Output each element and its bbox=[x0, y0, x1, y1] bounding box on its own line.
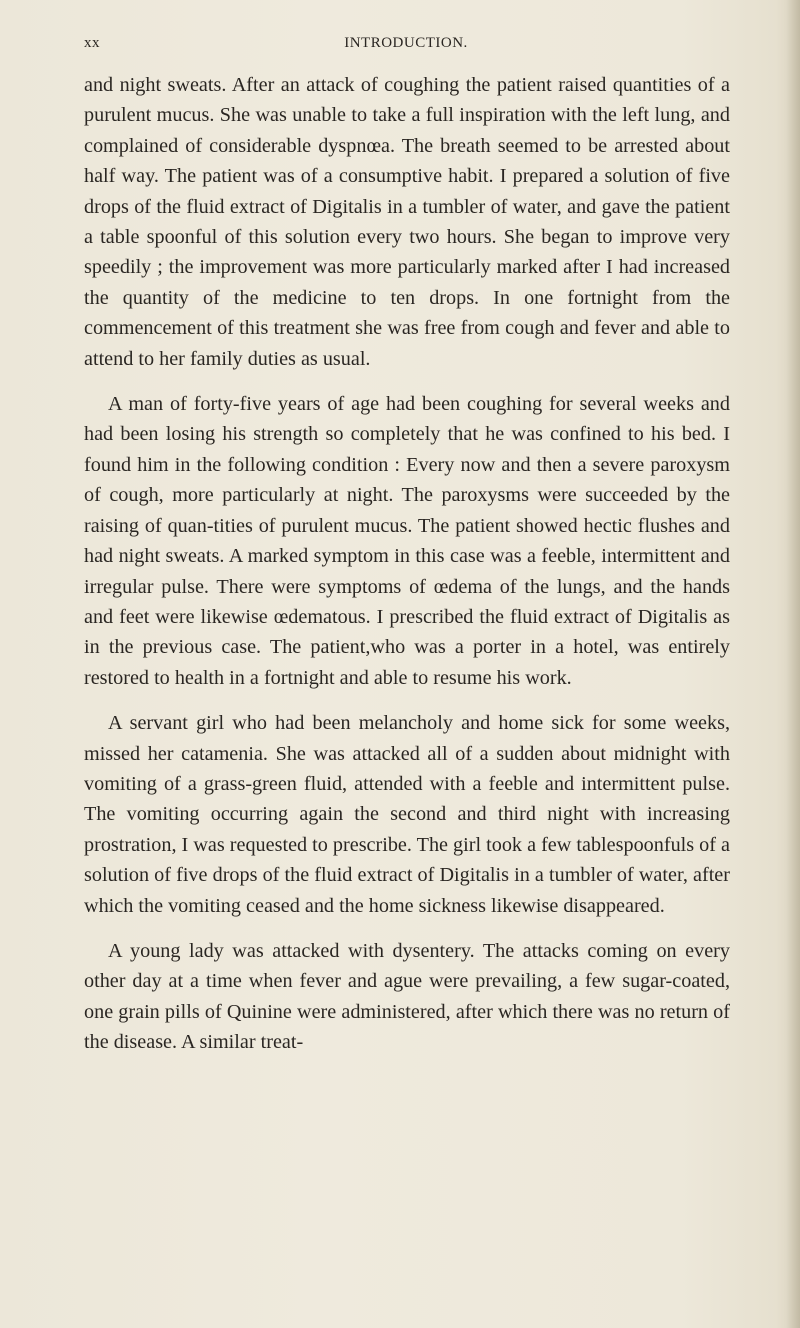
paragraph-case-porter: A man of forty-five years of age had been coughing for several weeks and had been losing his strength so completely that he was confined to his bed. I found him in the following condition : Every now and then a severe paroxysm of cough, more particularly at night. The paroxysms were succeeded by the raising of quan-tities of purulent mucus. The patient showed hectic flushes and had night sweats. A marked symptom in this case was a feeble, intermittent and irregular pulse. There were symptoms of œdema of the lungs, and the hands and feet were likewise œdematous. I prescribed the fluid extract of Digitalis as in the previous case. The patient,who was a porter in a hotel, was entirely restored to health in a fortnight and able to resume his work. bbox=[84, 393, 730, 689]
running-head bbox=[84, 35, 728, 59]
running-title: INTRODUCTION. bbox=[344, 35, 468, 51]
body-text bbox=[84, 70, 730, 1058]
page-number: xx bbox=[84, 35, 100, 51]
paragraph-continued: and night sweats. After an attack of coughing the patient raised quantities of a purulent mucus. She was unable to take a full inspiration with the left lung, and complained of considerable dyspnœa. The breath seemed to be arrested about half way. The patient was of a consumptive habit. I prepared a solution of five drops of the fluid extract of Digitalis in a tumbler of water, and gave the patient a table spoonful of this solution every two hours. She began to improve very speedily ; the improvement was more particularly marked after I had increased the quantity of the medicine to ten drops. In one fortnight from the commencement of this treatment she was free from cough and fever and able to attend to her family duties as usual. bbox=[84, 74, 730, 370]
paragraph-case-dysentery: A young lady was attacked with dysentery. The attacks coming on every other day at a time when fever and ague were prevailing, a few sugar-coated, one grain pills of Quinine were administered, after which there was no return of the disease. A similar treat- bbox=[84, 939, 730, 1054]
page-edge-shadow bbox=[786, 0, 800, 1328]
paragraph-case-servant-girl: A servant girl who had been melancholy and home sick for some weeks, missed her catamenia. She was attacked all of a sudden about midnight with vomiting of a grass-green fluid, attended with a feeble and intermittent pulse. The vomiting occurring again the second and third night with increasing prostration, I was requested to prescribe. The girl took a few tablespoonfuls of a solution of five drops of the fluid extract of Digitalis in a tumbler of water, after which the vomiting ceased and the home sickness likewise disappeared. bbox=[84, 712, 730, 917]
